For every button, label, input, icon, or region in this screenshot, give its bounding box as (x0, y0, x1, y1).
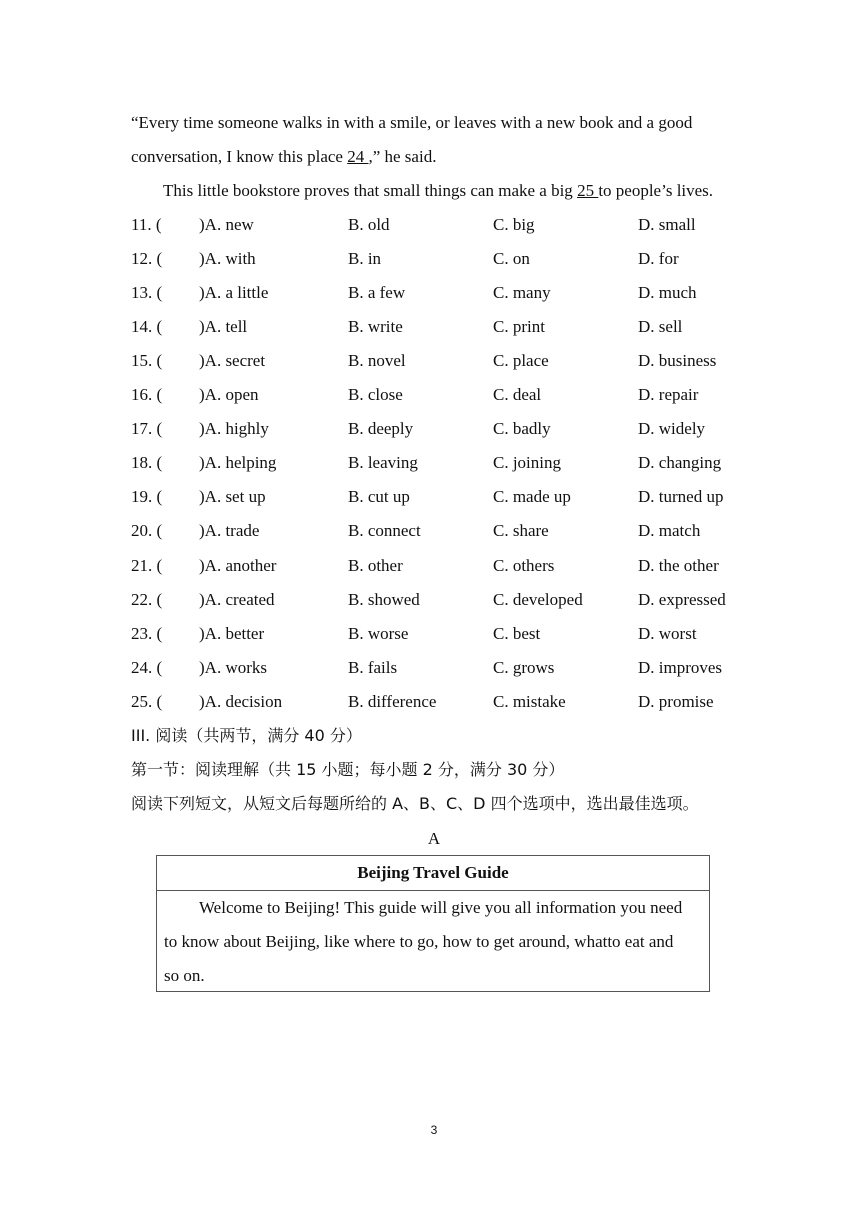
question-row (131, 384, 751, 406)
option-b: B. a few (348, 283, 406, 302)
option-b: B. connect (348, 521, 421, 540)
guide-line-3: so on. (164, 966, 205, 985)
passage-line-2-text: conversation, I know this place (131, 147, 348, 166)
instruction-text: 阅读下列短文，从短文后每题所给的 A、B、C、D 四个选项中，选出最佳选项。 (131, 794, 699, 813)
question-number: 24. ( (131, 658, 163, 677)
option-d: D. changing (638, 453, 722, 472)
option-b: B. cut up (348, 487, 410, 506)
option-a: )A. works (199, 658, 267, 677)
option-d: D. worst (638, 624, 697, 643)
part-heading: 第一节：阅读理解（共 15 小题；每小题 2 分，满分 30 分） (131, 760, 565, 779)
question-number: 19. ( (131, 487, 163, 506)
option-b: B. write (348, 317, 403, 336)
option-a: )A. highly (199, 419, 269, 438)
option-b: B. old (348, 215, 390, 234)
question-row (131, 214, 751, 236)
question-row (131, 589, 751, 611)
question-row (131, 452, 751, 474)
question-number: 15. ( (131, 351, 163, 370)
question-row (131, 418, 751, 440)
passage-line-3-text: This little bookstore proves that small things can make a big (163, 181, 578, 200)
question-row (131, 282, 751, 304)
question-row (131, 248, 751, 270)
question-number: 14. ( (131, 317, 163, 336)
option-c: C. developed (493, 590, 583, 609)
question-row (131, 486, 751, 508)
question-number: 20. ( (131, 521, 163, 540)
option-a: )A. set up (199, 487, 266, 506)
page-number: 3 (430, 1123, 438, 1137)
question-number: 22. ( (131, 590, 163, 609)
question-number: 17. ( (131, 419, 163, 438)
question-number: 21. ( (131, 556, 163, 575)
option-b: B. leaving (348, 453, 418, 472)
option-d: D. expressed (638, 590, 726, 609)
option-a: )A. trade (199, 521, 260, 540)
question-row (131, 350, 751, 372)
passage-line-1: “Every time someone walks in with a smile, or leaves with a new book and a good (131, 113, 693, 132)
option-a: )A. created (199, 590, 275, 609)
question-row (131, 520, 751, 542)
option-b: B. other (348, 556, 403, 575)
option-c: C. big (493, 215, 535, 234)
option-d: D. small (638, 215, 696, 234)
option-a: )A. tell (199, 317, 248, 336)
option-c: C. print (493, 317, 545, 336)
question-row (131, 623, 751, 645)
option-a: )A. helping (199, 453, 277, 472)
option-a: )A. secret (199, 351, 266, 370)
option-c: C. mistake (493, 692, 566, 711)
passage-line-2-end: ,” he said. (368, 147, 437, 166)
passage-line-3-end: to people’s lives. (598, 181, 714, 200)
section-heading: III. 阅读（共两节，满分 40 分） (131, 726, 362, 745)
option-b: B. deeply (348, 419, 414, 438)
option-a: )A. open (199, 385, 259, 404)
question-number: 16. ( (131, 385, 163, 404)
question-row (131, 657, 751, 679)
option-d: D. match (638, 521, 701, 540)
option-c: C. others (493, 556, 555, 575)
option-c: C. deal (493, 385, 542, 404)
option-d: D. sell (638, 317, 683, 336)
guide-body (157, 891, 709, 993)
option-c: C. place (493, 351, 549, 370)
option-a: )A. with (199, 249, 256, 268)
question-number: 11. ( (131, 215, 162, 234)
option-d: D. promise (638, 692, 714, 711)
option-c: C. share (493, 521, 549, 540)
blank-24: 24 (347, 147, 369, 166)
option-c: C. badly (493, 419, 551, 438)
option-a: )A. another (199, 556, 277, 575)
option-b: B. in (348, 249, 382, 268)
option-c: C. best (493, 624, 541, 643)
option-c: C. many (493, 283, 551, 302)
guide-line-1-text: Welcome to Beijing! This guide will give you all information you need (199, 898, 683, 917)
option-b: B. novel (348, 351, 406, 370)
option-a: )A. better (199, 624, 265, 643)
question-row (131, 316, 751, 338)
option-d: D. repair (638, 385, 699, 404)
option-a: )A. new (199, 215, 254, 234)
guide-line-1 (164, 891, 702, 925)
option-b: B. fails (348, 658, 398, 677)
question-row (131, 691, 751, 713)
question-number: 18. ( (131, 453, 163, 472)
option-c: C. grows (493, 658, 555, 677)
option-d: D. for (638, 249, 679, 268)
question-number: 12. ( (131, 249, 163, 268)
guide-line-2: to know about Beijing, like where to go, how to get around, whatto eat and (164, 932, 674, 951)
option-c: C. made up (493, 487, 571, 506)
blank-25: 25 (577, 181, 599, 200)
option-b: B. close (348, 385, 403, 404)
option-d: D. widely (638, 419, 706, 438)
option-d: D. turned up (638, 487, 724, 506)
question-number: 25. ( (131, 692, 163, 711)
option-d: D. business (638, 351, 717, 370)
option-c: C. on (493, 249, 530, 268)
option-b: B. difference (348, 692, 437, 711)
option-c: C. joining (493, 453, 562, 472)
passage-label: A (427, 829, 441, 848)
option-d: D. improves (638, 658, 723, 677)
question-number: 13. ( (131, 283, 163, 302)
question-row (131, 555, 751, 577)
question-number: 23. ( (131, 624, 163, 643)
passage-line-2 (131, 146, 436, 168)
option-d: D. the other (638, 556, 719, 575)
travel-guide-box (156, 855, 710, 992)
option-d: D. much (638, 283, 697, 302)
option-a: )A. a little (199, 283, 269, 302)
passage-line-3 (163, 180, 713, 202)
guide-title: Beijing Travel Guide (157, 856, 709, 891)
option-b: B. worse (348, 624, 409, 643)
option-a: )A. decision (199, 692, 283, 711)
option-b: B. showed (348, 590, 420, 609)
